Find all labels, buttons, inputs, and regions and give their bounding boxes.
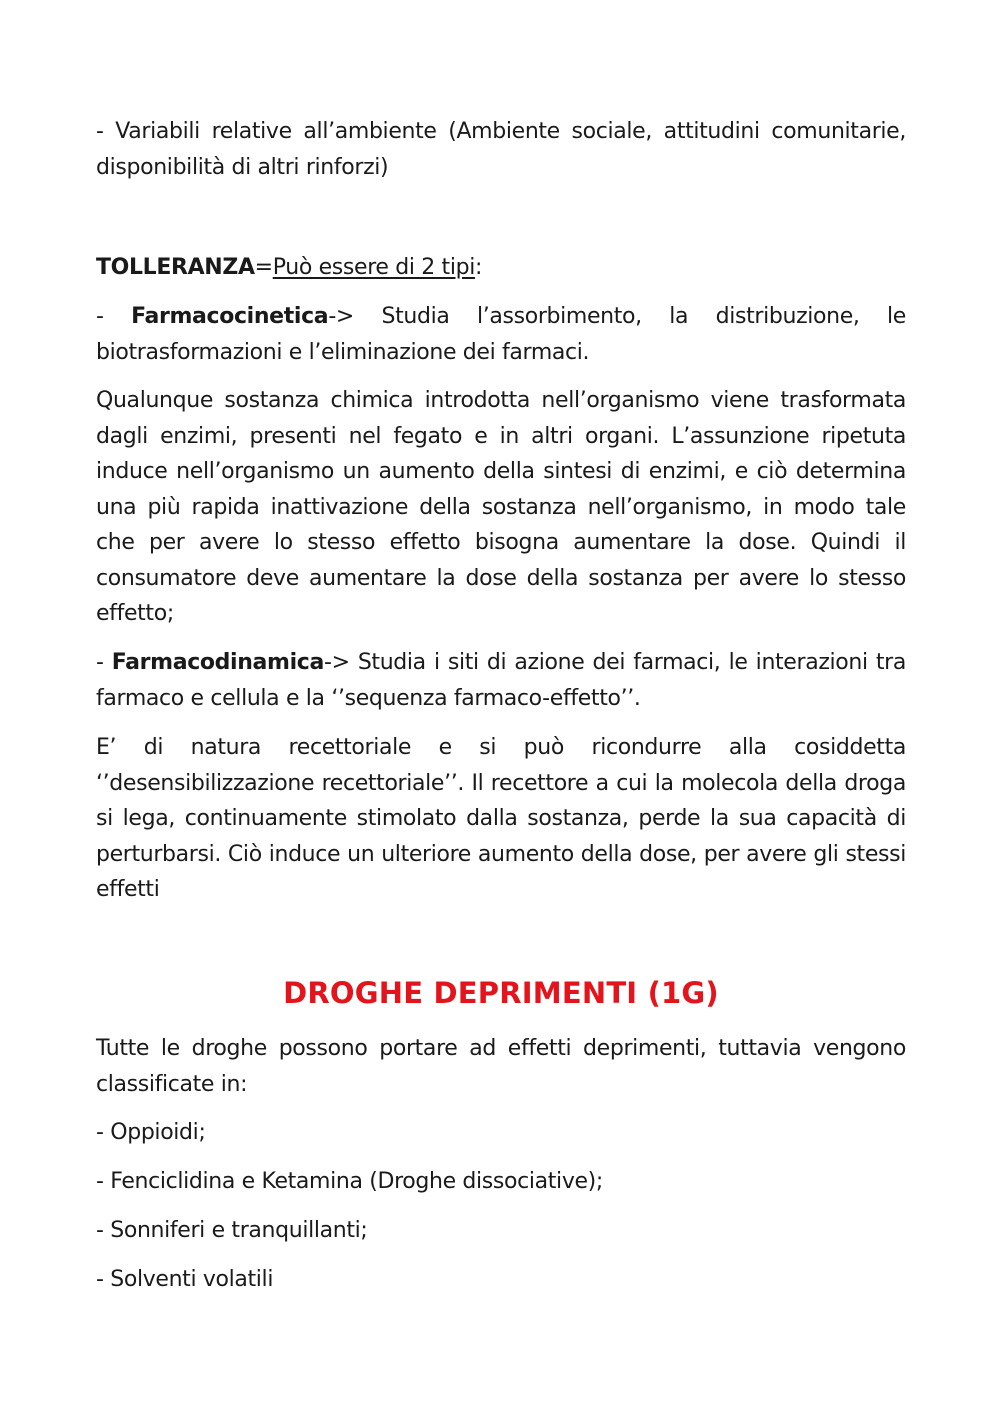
pk-prefix: - [96,304,132,329]
intro-paragraph: - Variabili relative all’ambiente (Ambiente sociale, attitudini comunitarie, disponibilità di altri rinforzi) [96,119,906,180]
depressants-heading: DROGHE DEPRIMENTI (1G) [283,976,719,1010]
depressants-intro: Tutte le droghe possono portare ad effetti deprimenti, tuttavia vengono classificate in: [96,1036,906,1097]
pk-text: -> Studia l’assorbimento, la distribuzione, le biotrasformazioni e l’eliminazione dei farmaci. [96,304,906,365]
list-item: - Fenciclidina e Ketamina (Droghe dissociative); [96,1169,603,1194]
tolerance-term: TOLLERANZA [96,255,255,280]
tolerance-colon: : [474,255,483,280]
pd-text: -> Studia i siti di azione dei farmaci, le interazioni tra farmaco e cellula e la ‘’sequenza farmaco-effetto’’. [96,650,906,711]
pharmacokinetics-item [96,299,906,370]
tolerance-separator: = [254,255,273,280]
tolerance-subtitle: Può essere di 2 tipi [272,255,475,280]
tolerance-heading-line [96,250,906,286]
list-item: - Solventi volatili [96,1267,274,1292]
pharmacodynamics-item [96,645,906,716]
pk-term: Farmacocinetica [131,304,329,329]
pharmacodynamics-paragraph: E’ di natura recettoriale e si può ricondurre alla cosiddetta ‘’desensibilizzazione recettoriale’’. Il recettore a cui la molecola della droga si lega, continuamente stimolato dalla sostanza, perde la sua capacità di perturbarsi. Ciò induce un ulteriore aumento della dose, per avere gli stessi effetti [96,735,906,902]
pharmacokinetics-paragraph: Qualunque sostanza chimica introdotta nell’organismo viene trasformata dagli enzimi, presenti nel fegato e in altri organi. L’assunzione ripetuta induce nell’organismo un aumento della sintesi di enzimi, e ciò determina una più rapida inattivazione della sostanza nell’organismo, in modo tale che per avere lo stesso effetto bisogna aumentare la dose. Quindi il consumatore deve aumentare la dose della sostanza per avere lo stesso effetto; [96,388,906,626]
list-item: - Sonniferi e tranquillanti; [96,1218,368,1243]
pd-prefix: - [96,650,112,675]
list-item: - Oppioidi; [96,1120,206,1145]
pd-term: Farmacodinamica [111,650,324,675]
